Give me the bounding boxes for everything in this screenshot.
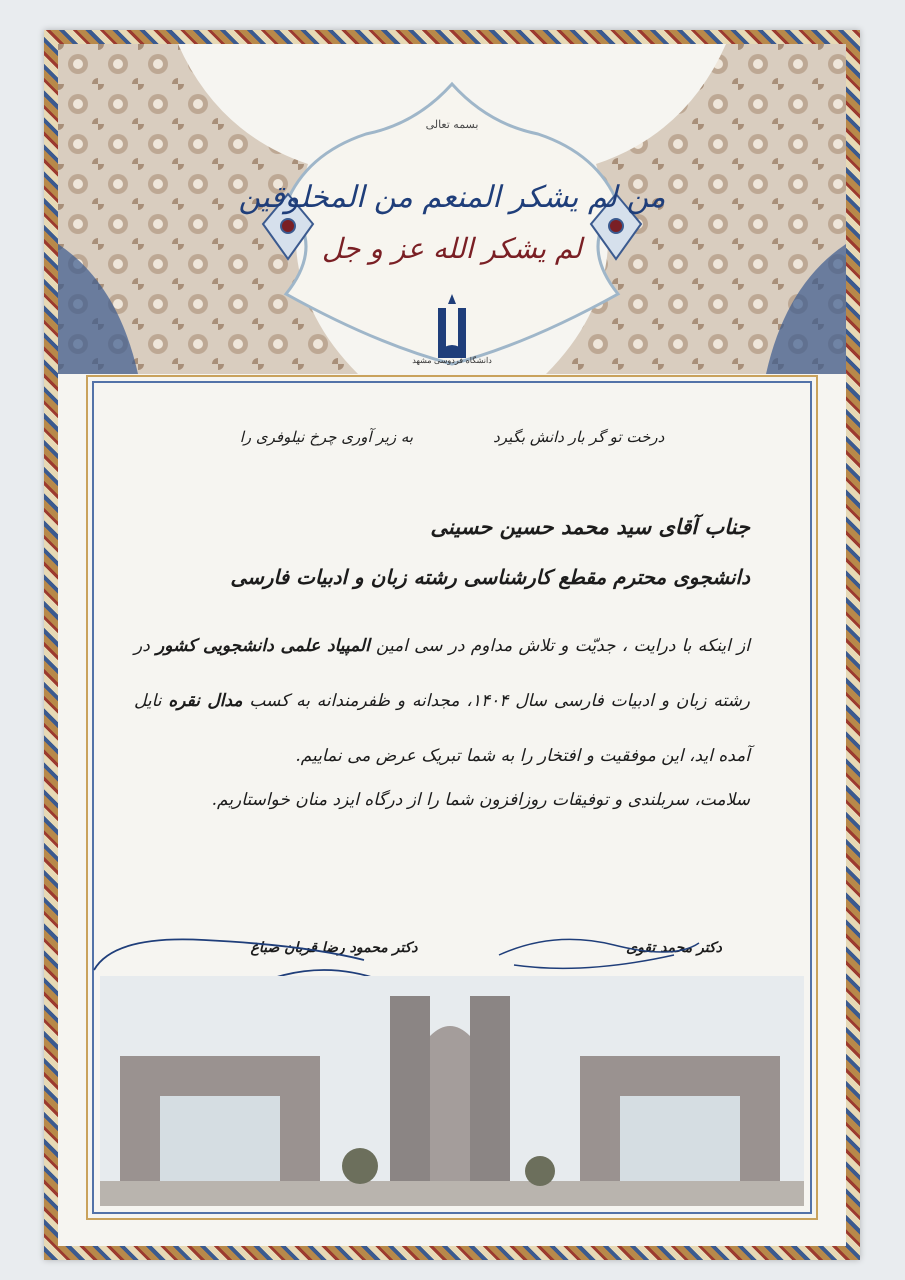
motto-line-1: من لم یشکر المنعم من المخلوقین: [238, 180, 666, 215]
olympiad-highlight: المپیاد علمی دانشجویی کشور: [156, 636, 370, 656]
logo-caption: دانشگاه فردوسی مشهد: [412, 356, 492, 365]
body-paragraph: [124, 619, 780, 784]
university-logo: [428, 292, 476, 362]
poem-verse: [124, 428, 780, 446]
certificate-content: [124, 420, 780, 810]
poem-right-hemistich: درخت تو گر بار دانش بگیرد: [493, 428, 665, 446]
motto-line-2: لم یشکر الله عز و جل: [321, 232, 583, 265]
certificate-sheet: [44, 30, 860, 1260]
deputy-name: دکتر محمود رضا قربان صباغ: [250, 940, 418, 956]
basmala: بسمه تعالی: [425, 118, 479, 131]
dean-name: دکتر محمد تقوی: [626, 940, 722, 956]
poem-left-hemistich: به زیر آوری چرخ نیلوفری را: [239, 428, 414, 446]
medal-highlight: مدال نقره: [168, 691, 243, 711]
closing-wish: سلامت، سربلندی و توفیقات روزافزون شما را از درگاه ایزد منان خواستاریم.: [211, 790, 750, 810]
campus-gate-photo: [100, 976, 804, 1206]
body-part-1: از اینکه با درایت ، جدیّت و تلاش مداوم در سی امین: [369, 636, 750, 656]
recipient-title: دانشجوی محترم مقطع کارشناسی رشته زبان و ادبیات فارسی: [230, 565, 750, 589]
body-part-3: نایل آمده اید، این موفقیت و افتخار را به شما تبریک عرض می نماییم.: [134, 691, 750, 766]
recipient-name: جناب آقای سید محمد حسین حسینی: [430, 514, 750, 539]
body-part-2: در رشته زبان و ادبیات فارسی سال ۱۴۰۴، مجدانه و ظفرمندانه به کسب: [134, 636, 751, 711]
